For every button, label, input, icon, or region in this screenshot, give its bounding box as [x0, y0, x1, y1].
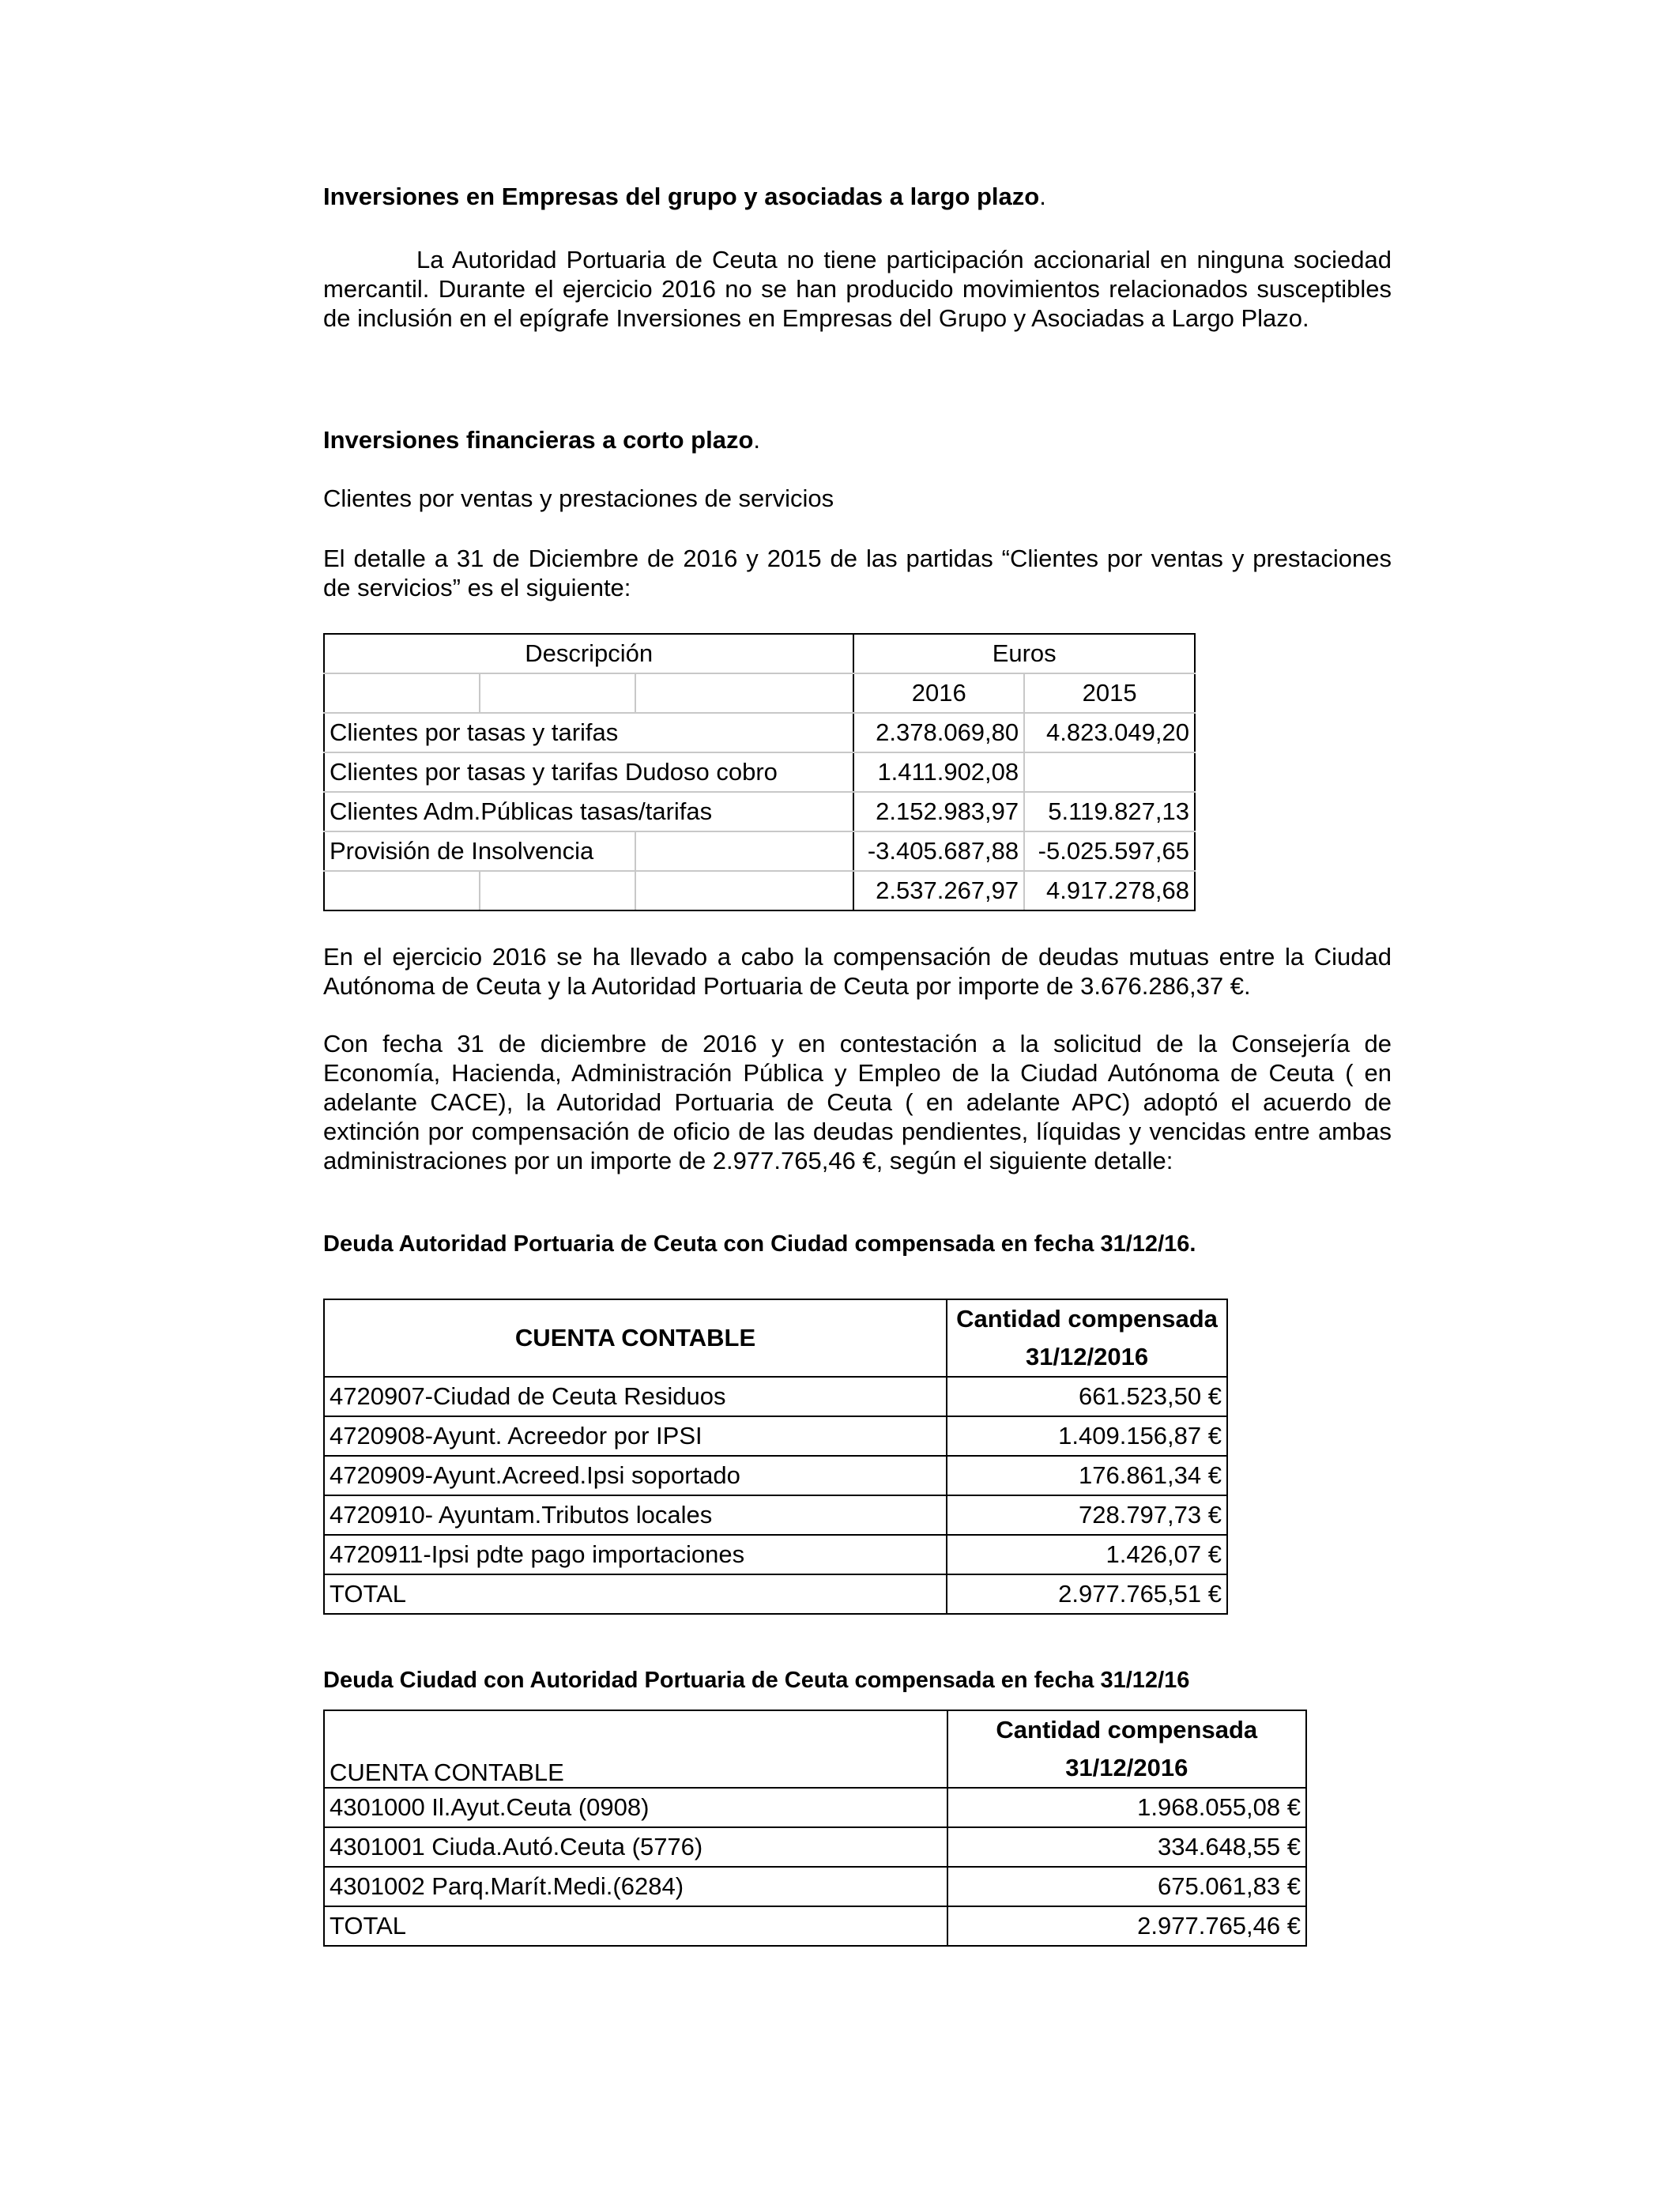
section-heading-group-investments — [323, 182, 1392, 211]
row-value-2015 — [1024, 752, 1195, 792]
row-value-2016: -3.405.687,88 — [853, 831, 1024, 871]
empty-cell — [635, 673, 854, 713]
header-description: Descripción — [324, 634, 853, 673]
section-heading: Inversiones en Empresas del grupo y asociadas a largo plazo — [323, 183, 1040, 210]
row-value-2015: 5.119.827,13 — [1024, 792, 1195, 831]
table-total-row — [324, 1906, 1306, 1946]
account-cell: 4301000 Il.Ayut.Ceuta (0908) — [324, 1788, 947, 1827]
table-row — [324, 713, 1195, 752]
section-heading-financial-investments — [323, 425, 1392, 454]
table2-caption: Deuda Autoridad Portuaria de Ceuta con Ciudad compensada en fecha 31/12/16. — [323, 1231, 1196, 1257]
account-cell: 4720911-Ipsi pdte pago importaciones — [324, 1535, 947, 1574]
amount-cell: 728.797,73 € — [947, 1495, 1227, 1535]
header-account: CUENTA CONTABLE — [324, 1710, 947, 1788]
table-row — [324, 831, 1195, 871]
amount-cell: 1.426,07 € — [947, 1535, 1227, 1574]
header-year-2015: 2015 — [1024, 673, 1195, 713]
paragraph-no-participation: La Autoridad Portuaria de Ceuta no tiene participación accionarial en ninguna sociedad mercantil. Durante el ejercicio 2016 no se han producido movimientos relacionados susceptibles de inclusión en el epígrafe Inversiones en Empresas del Grupo y Asociadas a Largo Plazo. — [323, 246, 1392, 332]
table-row — [324, 1495, 1227, 1535]
header-amount-line1: Cantidad compensada — [956, 1305, 1218, 1333]
row-description: Clientes Adm.Públicas tasas/tarifas — [324, 792, 853, 831]
account-cell: 4720907-Ciudad de Ceuta Residuos — [324, 1377, 947, 1416]
total-2015: 4.917.278,68 — [1024, 871, 1195, 910]
amount-cell: 675.061,83 € — [947, 1867, 1306, 1906]
paragraph-detail-intro: El detalle a 31 de Diciembre de 2016 y 2015 de las partidas “Clientes por ventas y prestaciones de servicios” es el siguiente: — [323, 545, 1392, 601]
table-header-row — [324, 634, 1195, 673]
section-heading: Inversiones financieras a corto plazo — [323, 426, 754, 454]
row-value-2015: 4.823.049,20 — [1024, 713, 1195, 752]
total-2016: 2.537.267,97 — [853, 871, 1024, 910]
amount-cell: 176.861,34 € — [947, 1456, 1227, 1495]
total-label: TOTAL — [324, 1906, 947, 1946]
table-row — [324, 1867, 1306, 1906]
table-row — [324, 1827, 1306, 1867]
subheading-clients: Clientes por ventas y prestaciones de servicios — [323, 484, 834, 512]
header-account: CUENTA CONTABLE — [324, 1299, 947, 1377]
header-amount — [947, 1710, 1306, 1788]
table-row — [324, 1456, 1227, 1495]
row-description: Provisión de Insolvencia — [324, 831, 635, 871]
row-value-2016: 2.378.069,80 — [853, 713, 1024, 752]
empty-cell — [480, 673, 635, 713]
amount-cell: 1.968.055,08 € — [947, 1788, 1306, 1827]
account-cell: 4720908-Ayunt. Acreedor por IPSI — [324, 1416, 947, 1456]
total-label: TOTAL — [324, 1574, 947, 1614]
account-cell: 4720909-Ayunt.Acreed.Ipsi soportado — [324, 1456, 947, 1495]
amount-cell: 1.409.156,87 € — [947, 1416, 1227, 1456]
total-value: 2.977.765,51 € — [947, 1574, 1227, 1614]
account-cell: 4301002 Parq.Marít.Medi.(6284) — [324, 1867, 947, 1906]
table-row — [324, 1535, 1227, 1574]
table-total-row — [324, 871, 1195, 910]
header-amount-line2: 31/12/2016 — [1065, 1754, 1188, 1781]
debt-city-table — [323, 1710, 1307, 1947]
empty-cell — [635, 831, 854, 871]
account-cell: 4301001 Ciuda.Autó.Ceuta (5776) — [324, 1827, 947, 1867]
paragraph-compensation: En el ejercicio 2016 se ha llevado a cabo la compensación de deudas mutuas entre la Ciudad Autónoma de Ceuta y la Autoridad Portuaria de Ceuta por importe de 3.676.286,37 €. — [323, 943, 1392, 1000]
table3-caption: Deuda Ciudad con Autoridad Portuaria de Ceuta compensada en fecha 31/12/16 — [323, 1668, 1190, 1693]
row-description: Clientes por tasas y tarifas Dudoso cobro — [324, 752, 853, 792]
amount-cell: 661.523,50 € — [947, 1377, 1227, 1416]
clients-table — [323, 633, 1196, 911]
header-year-2016: 2016 — [853, 673, 1024, 713]
total-value: 2.977.765,46 € — [947, 1906, 1306, 1946]
table-header-row — [324, 1710, 1306, 1788]
empty-cell — [324, 871, 480, 910]
table-header-row — [324, 1299, 1227, 1377]
table-row — [324, 1788, 1306, 1827]
row-description: Clientes por tasas y tarifas — [324, 713, 853, 752]
table-row — [324, 1416, 1227, 1456]
debt-port-authority-table — [323, 1299, 1228, 1615]
amount-cell: 334.648,55 € — [947, 1827, 1306, 1867]
header-amount-line1: Cantidad compensada — [996, 1716, 1258, 1744]
row-value-2016: 2.152.983,97 — [853, 792, 1024, 831]
row-value-2016: 1.411.902,08 — [853, 752, 1024, 792]
table-row — [324, 1377, 1227, 1416]
header-amount — [947, 1299, 1227, 1377]
empty-cell — [635, 871, 854, 910]
account-cell: 4720910- Ayuntam.Tributos locales — [324, 1495, 947, 1535]
table-row — [324, 792, 1195, 831]
empty-cell — [480, 871, 635, 910]
header-euros: Euros — [853, 634, 1195, 673]
row-value-2015: -5.025.597,65 — [1024, 831, 1195, 871]
header-amount-line2: 31/12/2016 — [1025, 1343, 1149, 1370]
table-year-row — [324, 673, 1195, 713]
paragraph-compensation-detail: Con fecha 31 de diciembre de 2016 y en contestación a la solicitud de la Consejería de Economía, Hacienda, Administración Pública y Empleo de la Ciudad Autónoma de Ceuta ( en adelante CACE), la Autoridad Portuaria de Ceuta ( en adelante APC) adoptó el acuerdo de extinción por compensación de oficio de las deudas pendientes, líquidas y vencidas entre ambas administraciones por un importe de 2.977.765,46 €, según el siguiente detalle: — [323, 1030, 1392, 1174]
table-total-row — [324, 1574, 1227, 1614]
heading-punctuation: . — [753, 426, 761, 454]
empty-cell — [324, 673, 480, 713]
heading-punctuation: . — [1039, 183, 1046, 210]
table-row — [324, 752, 1195, 792]
